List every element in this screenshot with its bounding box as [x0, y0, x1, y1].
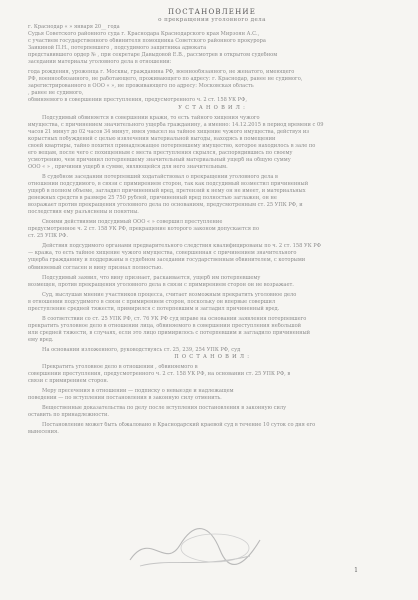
text-line: Меру пресечения в отношении — подписку о невыезде и надлежащем — [42, 388, 234, 395]
text-line: возмещен, против прекращения уголовного дела в связи с примирением сторон он не возражает. — [28, 281, 294, 288]
document-body — [28, 24, 396, 436]
document-title: ПОСТАНОВЛЕНИЕ — [167, 8, 257, 16]
text-line: Действия подсудимого органами предварительного следствия квалифицированы по ч. 2 ст. 158 УК РФ — [42, 243, 321, 250]
text-line: ему вред. — [28, 336, 54, 343]
text-line: ст. 25 УПК РФ. — [28, 233, 68, 240]
text-line: ущерба гражданину и поддержаны в судебном заседании государственным обвинителем, с которыми — [28, 257, 306, 264]
text-line: , ранее не судимого, — [28, 90, 84, 97]
text-line: обвиняемый согласен и вину признал полностью. — [28, 264, 163, 271]
text-line: обвиняемого в совершении преступления, предусмотренного ч. 2 ст. 158 УК РФ, — [28, 97, 247, 104]
text-line: Подсудимый обвиняется в совершении кражи, то есть тайного хищения чужого — [42, 114, 260, 121]
text-line: Вещественные доказательства по делу после вступления постановления в законную силу — [42, 405, 287, 412]
signature-scribble — [120, 520, 270, 575]
text-line: корыстных побуждений с целью извлечения материальной выгоды, находясь в помещении — [28, 135, 276, 142]
text-line: отношении подсудимого, в связи с примирением сторон, так как подсудимый возместил причиненный — [28, 180, 309, 187]
text-line: На основании изложенного, руководствуясь ст. 25, 239, 254 УПК РФ, суд — [42, 346, 241, 353]
text-line: возражает против прекращения уголовного дела по основаниям, предусмотренным ст. 25 УПК РФ, и — [28, 202, 303, 209]
text-line: зарегистрированного в ООО « », не проживающего по адресу: Московская область — [28, 83, 254, 90]
text-line: В судебном заседании потерпевший ходатайствовал о прекращении уголовного дела в — [42, 173, 278, 180]
text-line: ООО « » , причинив ущерб в сумме, являющейся для него значительным. — [28, 163, 228, 170]
page-number: 1 — [354, 567, 358, 574]
text-line: преступление средней тяжести, примирился с потерпевшим и загладил причиненный вред. — [28, 305, 280, 312]
text-line: П О С Т А Н О В И Л : — [174, 354, 250, 361]
text-line: в отношении подсудимого в связи с примирением сторон, поскольку он впервые совершил — [28, 298, 276, 305]
text-line: РФ, военнообязанного, не работающего, проживающего по адресу: г. Краснодар, ранее не судимого, — [28, 76, 303, 83]
document-subtitle: о прекращении уголовного дела — [158, 17, 266, 23]
text-line: Прекратить уголовное дело в отношении , обвиняемого в — [42, 364, 198, 371]
text-line: года рождения, уроженца г. Москвы, гражданина РФ, военнообязанного, не женатого, имеющего — [28, 69, 295, 76]
text-line: Заикиной П.Н., потерпевшего , подсудимого защитника адвоката — [28, 45, 207, 52]
text-line: вынесения. — [28, 429, 59, 436]
text-line: оставить по принадлежности. — [28, 412, 110, 419]
text-line: Суд, выслушав мнение участников процесса, считает возможным прекратить уголовное дело — [42, 291, 297, 298]
text-line: прекратить уголовное дело в отношении лица, обвиняемого в совершении преступления небольшой — [28, 322, 302, 329]
text-line: У С Т А Н О В И Л : — [178, 104, 246, 111]
text-line: г. Краснодар « » января 20__ года — [28, 24, 120, 30]
text-line: с участием государственного обвинителя помощника Советского районного прокурора — [28, 38, 266, 45]
text-line: поведении — по вступлении постановления в законную силу отменить. — [28, 395, 222, 402]
text-line: предусмотренное ч. 2 ст. 158 УК РФ, прекращение которого законом допускается по — [28, 226, 260, 233]
text-line: — кража, то есть тайное хищение чужого имущества, совершенная с причинением значительного — [28, 250, 297, 257]
text-line: связи с примирением сторон. — [28, 378, 109, 385]
text-line: имущества, с причинением значительного ущерба гражданину, а именно: 14.12.2015 в период времени с 09 — [28, 121, 324, 128]
text-line: его вещам, после чего с похищенным с места преступления скрылся, распорядившись по своему — [28, 149, 293, 156]
text-line: Своими действиями подсудимый ООО « » совершил преступление — [42, 219, 223, 226]
text-line: часов 21 минут до 02 часов 34 минут, имея умысел на тайное хищение чужого имущества, действуя из — [28, 128, 309, 135]
text-line: Судья Советского районного суда г. Краснодара Краснодарского края Мирзоян А.С., — [28, 31, 260, 38]
text-line: представившего ордер № , при секретаре Давыдовой Е.В., рассмотрев в открытом судебном — [28, 52, 278, 59]
text-line: ущерб в полном объеме, загладил причиненный вред, претензий к нему он не имеет, и материальных — [28, 188, 306, 195]
text-line: своей квартиры, тайно похитил принадлежащее потерпевшему имущество, которое находилось в зале по — [28, 142, 316, 149]
text-line: усмотрению, чем причинил потерпевшему значительный материальный ущерб на общую сумму — [28, 156, 291, 163]
text-line: последствия ему разъяснены и понятны. — [28, 209, 139, 216]
text-line: денежных средств в размере 25 750 рублей, причиненный вред полностью заглажен, он не — [28, 195, 277, 202]
text-line: В соответствии со ст. 25 УПК РФ, ст. 76 УК РФ суд вправе на основании заявления потерпевшего — [42, 315, 307, 322]
text-line: или средней тяжести, в случаях, если это лицо примирилось с потерпевшим и загладило причиненный — [28, 329, 311, 336]
text-line: заседании материалы уголовного дела в отношении: — [28, 59, 172, 66]
text-line: Постановление может быть обжаловано в Краснодарский краевой суд в течение 10 суток со дня его — [42, 422, 316, 429]
text-line: совершении преступления, предусмотренного ч. 2 ст. 158 УК РФ, на основании ст. 25 УПК РФ, в — [28, 371, 291, 378]
text-line: Подсудимый заявил, что вину признает, раскаивается, ущерб им потерпевшему — [42, 274, 261, 281]
